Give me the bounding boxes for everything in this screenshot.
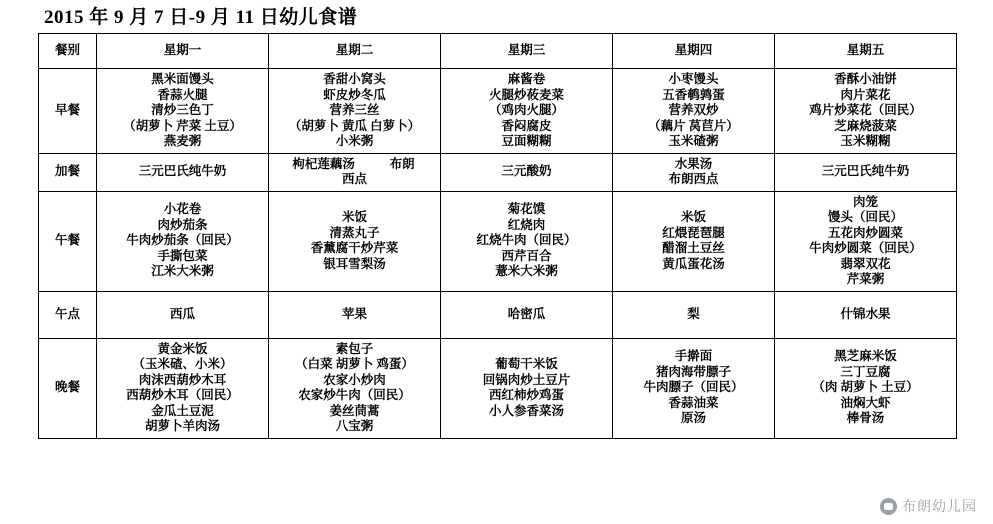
cell-breakfast-monday: 黑米面馒头 香蒜火腿 清炒三色丁 （胡萝卜 芹菜 土豆） 燕麦粥 — [97, 69, 269, 154]
wechat-icon — [880, 498, 897, 515]
table-row — [39, 69, 957, 154]
cell-extra-friday: 三元巴氏纯牛奶 — [775, 153, 957, 191]
cell-snack-wednesday: 哈密瓜 — [441, 291, 613, 338]
watermark — [880, 496, 977, 516]
cell-snack-friday: 什锦水果 — [775, 291, 957, 338]
row-header-lunch: 午餐 — [39, 191, 97, 291]
cell-lunch-monday: 小花卷 肉炒茄条 牛肉炒茄条（回民） 手撕包菜 江米大米粥 — [97, 191, 269, 291]
cell-dinner-thursday: 手擀面 猪肉海带膘子 牛肉膘子（回民） 香蒜油菜 原汤 — [613, 338, 775, 438]
cell-dinner-wednesday: 葡萄干米饭 回锅肉炒土豆片 西红柿炒鸡蛋 小人参香菜汤 — [441, 338, 613, 438]
cell-snack-tuesday: 苹果 — [269, 291, 441, 338]
column-header-friday: 星期五 — [775, 34, 957, 69]
row-header-extra-meal: 加餐 — [39, 153, 97, 191]
column-header-tuesday: 星期二 — [269, 34, 441, 69]
cell-extra-thursday: 水果汤 布朗西点 — [613, 153, 775, 191]
column-header-monday: 星期一 — [97, 34, 269, 69]
cell-snack-monday: 西瓜 — [97, 291, 269, 338]
row-header-afternoon-snack: 午点 — [39, 291, 97, 338]
table-row — [39, 338, 957, 438]
cell-lunch-thursday: 米饭 红煨琵琶腿 醋溜土豆丝 黄瓜蛋花汤 — [613, 191, 775, 291]
cell-extra-tuesday: 枸杞莲藕汤 布朗 西点 — [269, 153, 441, 191]
table-row — [39, 191, 957, 291]
row-header-dinner: 晚餐 — [39, 338, 97, 438]
cell-snack-thursday: 梨 — [613, 291, 775, 338]
cell-dinner-tuesday: 素包子 （白菜 胡萝卜 鸡蛋） 农家小炒肉 农家炒牛肉（回民） 姜丝茼蒿 八宝粥 — [269, 338, 441, 438]
watermark-label: 布朗幼儿园 — [902, 500, 977, 515]
cell-dinner-monday: 黄金米饭 （玉米碴、小米） 肉沫西葫炒木耳 西葫炒木耳（回民） 金瓜土豆泥 胡萝卜羊肉汤 — [97, 338, 269, 438]
column-header-meal-type: 餐别 — [39, 34, 97, 69]
row-header-breakfast: 早餐 — [39, 69, 97, 154]
cell-breakfast-friday: 香酥小油饼 肉片菜花 鸡片炒菜花（回民） 芝麻烧菠菜 玉米糊糊 — [775, 69, 957, 154]
cell-extra-monday: 三元巴氏纯牛奶 — [97, 153, 269, 191]
cell-breakfast-wednesday: 麻酱卷 火腿炒莜麦菜 （鸡肉火腿） 香闷腐皮 豆面糊糊 — [441, 69, 613, 154]
table-row — [39, 291, 957, 338]
cell-lunch-wednesday: 菊花馍 红烧肉 红烧牛肉（回民） 西芹百合 薏米大米粥 — [441, 191, 613, 291]
table-row — [39, 153, 957, 191]
cell-breakfast-tuesday: 香甜小窝头 虾皮炒冬瓜 营养三丝 （胡萝卜 黄瓜 白萝卜） 小米粥 — [269, 69, 441, 154]
weekly-menu-table — [38, 33, 957, 439]
column-header-thursday: 星期四 — [613, 34, 775, 69]
cell-dinner-friday: 黑芝麻米饭 三丁豆腐 （肉 胡萝卜 土豆） 油焖大虾 棒骨汤 — [775, 338, 957, 438]
page-title: 2015 年 9 月 7 日-9 月 11 日幼儿食谱 — [44, 7, 358, 28]
cell-extra-wednesday: 三元酸奶 — [441, 153, 613, 191]
cell-lunch-tuesday: 米饭 清蒸丸子 香薰腐干炒芹菜 银耳雪梨汤 — [269, 191, 441, 291]
cell-lunch-friday: 肉笼 馒头（回民） 五花肉炒圆菜 牛肉炒圆菜（回民） 翡翠双花 芹菜粥 — [775, 191, 957, 291]
column-header-wednesday: 星期三 — [441, 34, 613, 69]
cell-breakfast-thursday: 小枣馒头 五香鹌鹑蛋 营养双炒 （藕片 莴苣片） 玉米碴粥 — [613, 69, 775, 154]
table-header-row — [39, 34, 957, 69]
